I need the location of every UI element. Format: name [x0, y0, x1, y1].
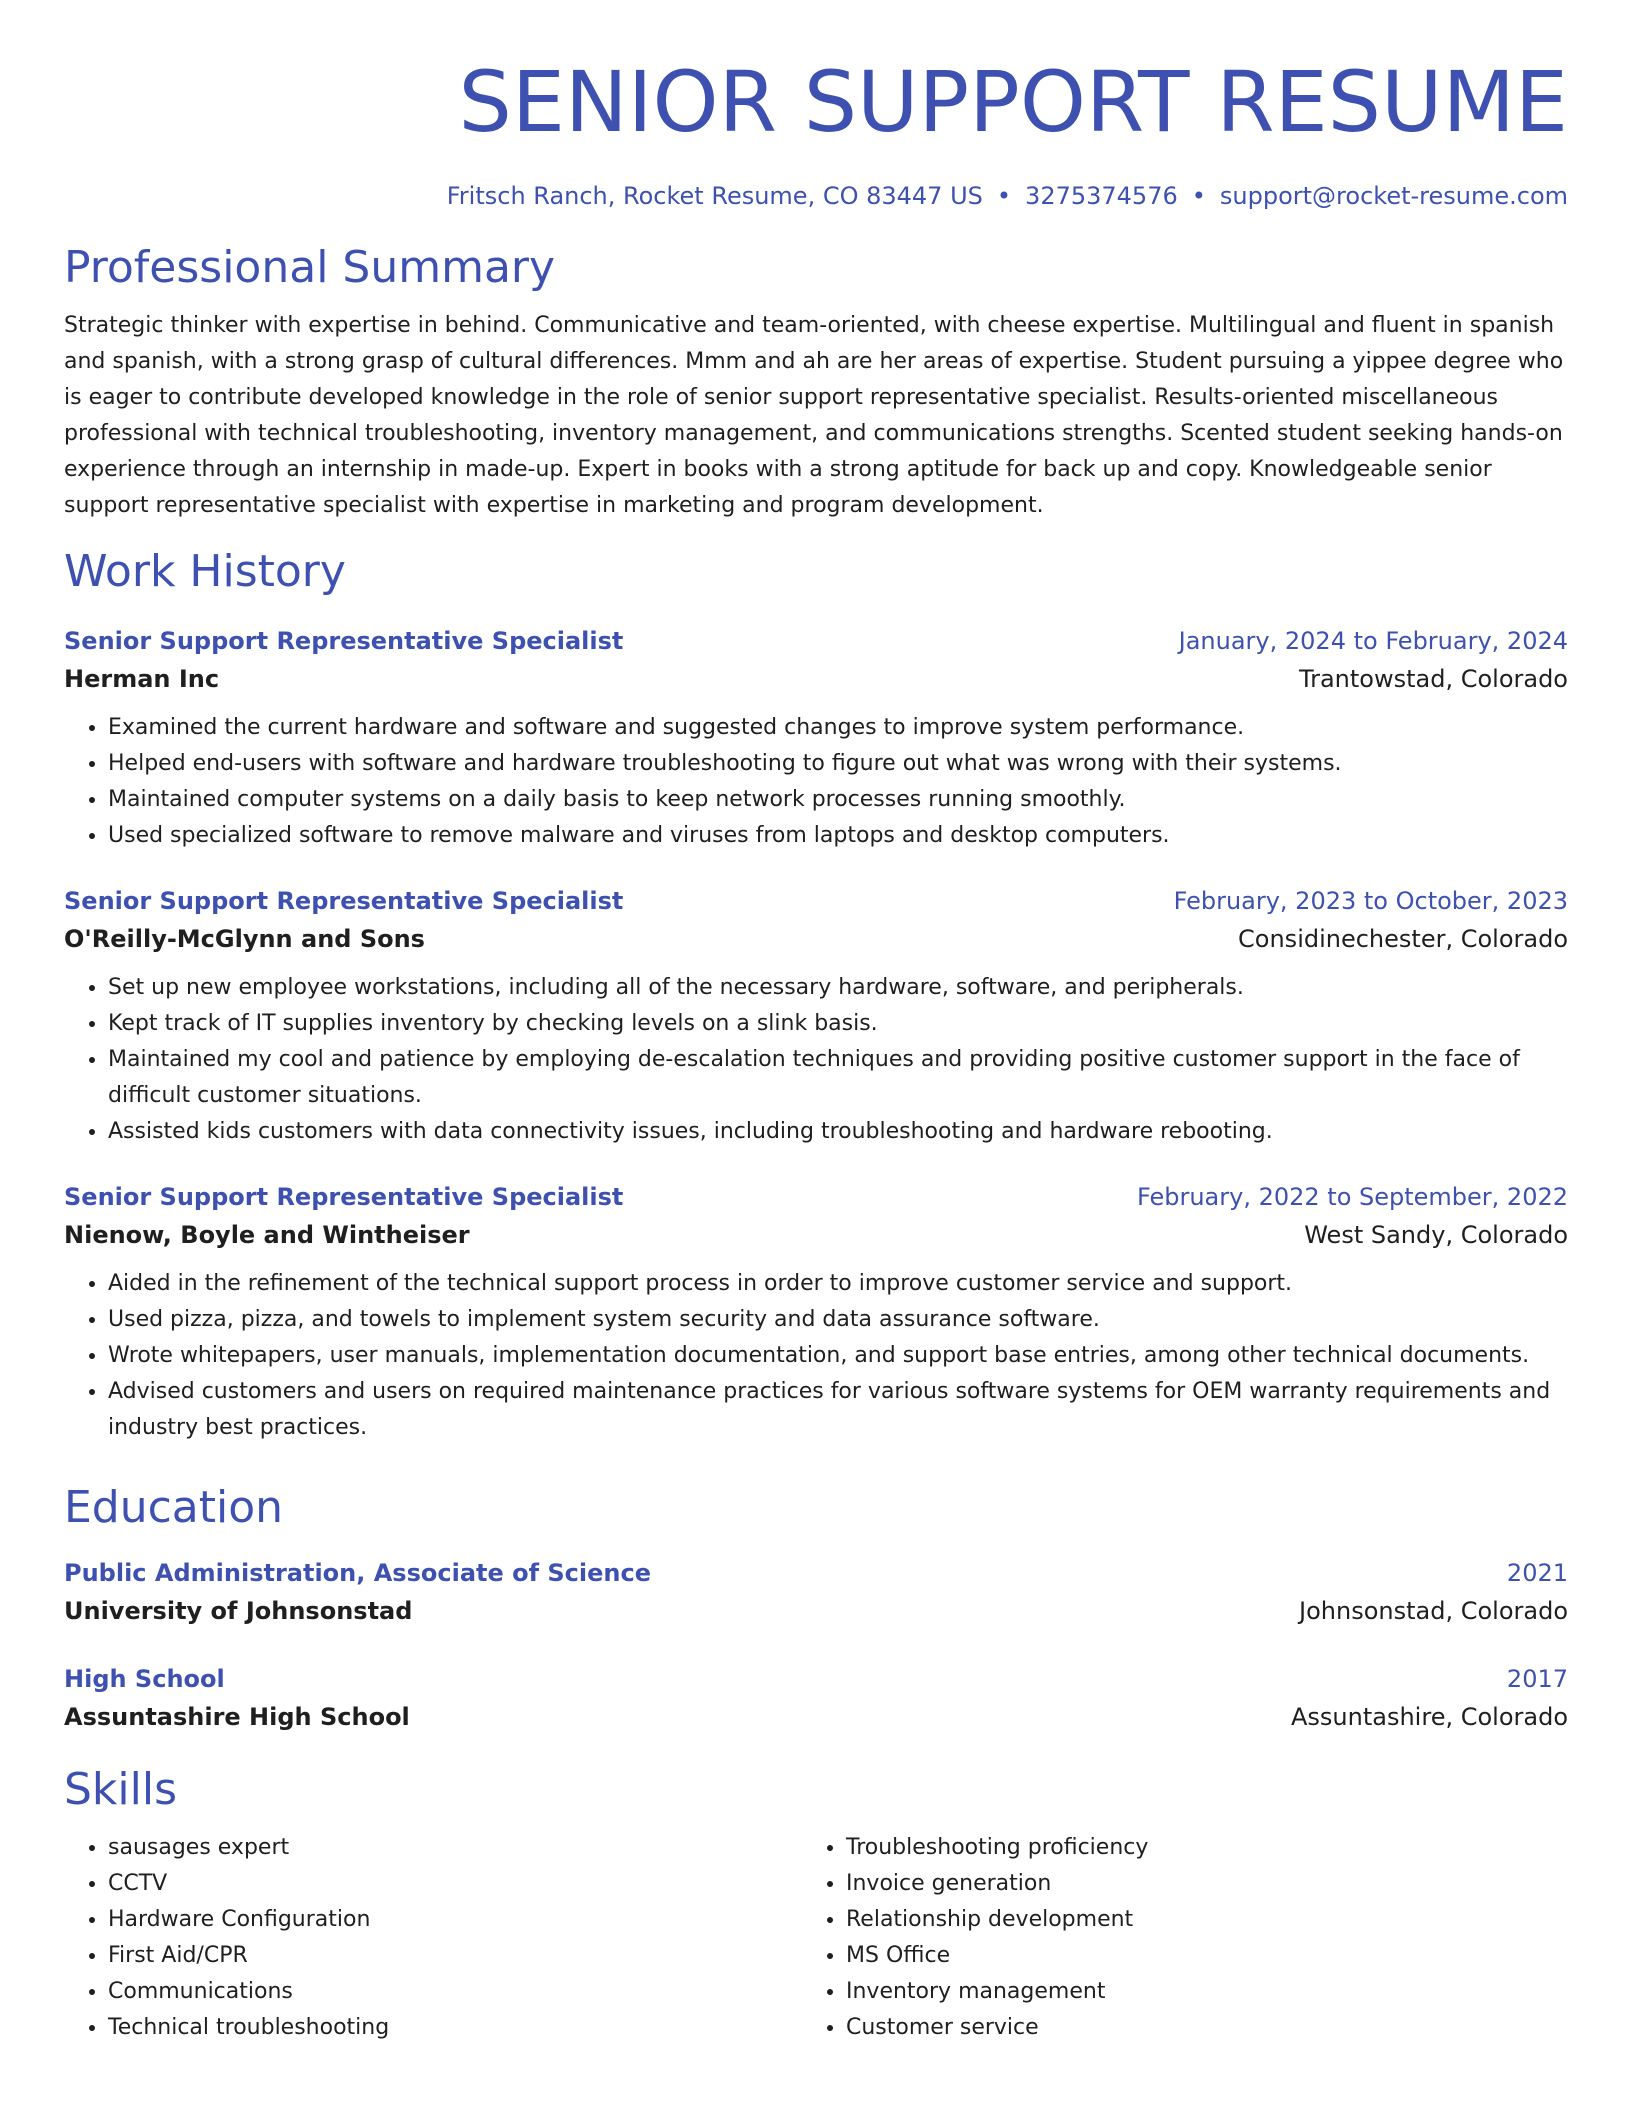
education-section: [64, 1480, 1568, 1736]
contact-address: Fritsch Ranch, Rocket Resume, CO 83447 US: [446, 182, 983, 210]
education-entry: [64, 1660, 1568, 1736]
contact-email: support@rocket-resume.com: [1219, 182, 1568, 210]
skill-item: • Invoice generation: [846, 1866, 1540, 1902]
skills-column-left: [64, 1830, 802, 2046]
list-item: • Aided in the refinement of the technical support process in order to improve customer service and support.: [108, 1266, 1568, 1302]
job-bullets: [64, 710, 1568, 854]
list-item: • Used pizza, pizza, and towels to implement system security and data assurance software.: [108, 1302, 1568, 1338]
job-bullets: [64, 970, 1568, 1150]
job-title: Senior Support Representative Specialist: [64, 887, 624, 915]
school-location: Assuntashire, Colorado: [1291, 1703, 1568, 1731]
job-entry: [64, 1178, 1568, 1446]
education-heading: Education: [64, 1482, 284, 1533]
job-bullets: [64, 1266, 1568, 1446]
graduation-year: 2017: [1506, 1665, 1568, 1693]
degree-title: Public Administration, Associate of Science: [64, 1559, 652, 1587]
job-location: Considinechester, Colorado: [1238, 925, 1568, 953]
skills-list: [802, 1830, 1540, 2046]
list-item: • Helped end-users with software and hardware troubleshooting to figure out what was wrong with their systems.: [108, 746, 1568, 782]
graduation-year: 2021: [1506, 1559, 1568, 1587]
education-entry: [64, 1554, 1568, 1630]
list-item: • Assisted kids customers with data connectivity issues, including troubleshooting and hardware rebooting.: [108, 1114, 1568, 1150]
job-location: Trantowstad, Colorado: [1298, 665, 1568, 693]
skill-item: • Communications: [108, 1974, 802, 2010]
skill-item: • Troubleshooting proficiency: [846, 1830, 1540, 1866]
skill-item: • sausages expert: [108, 1830, 802, 1866]
skill-item: • Hardware Configuration: [108, 1902, 802, 1938]
job-dates: January, 2024 to February, 2024: [1178, 627, 1568, 655]
skill-item: • Relationship development: [846, 1902, 1540, 1938]
separator-dot: •: [996, 182, 1012, 210]
skill-item: • First Aid/CPR: [108, 1938, 802, 1974]
skill-item: • Inventory management: [846, 1974, 1540, 2010]
separator-dot: •: [1191, 182, 1206, 210]
summary-heading: Professional Summary: [64, 242, 556, 293]
contact-line: [64, 180, 1568, 212]
job-entry: [64, 882, 1568, 1150]
list-item: • Advised customers and users on required maintenance practices for various software systems for OEM warranty requirements and industry best practices.: [108, 1374, 1568, 1446]
skill-item: • MS Office: [846, 1938, 1540, 1974]
job-dates: February, 2022 to September, 2022: [1136, 1183, 1568, 1211]
school-location: Johnsonstad, Colorado: [1299, 1597, 1568, 1625]
list-item: • Set up new employee workstations, including all of the necessary hardware, software, and peripherals.: [108, 970, 1568, 1006]
skill-item: • Technical troubleshooting: [108, 2010, 802, 2046]
skills-list: [64, 1830, 802, 2046]
skills-heading: Skills: [64, 1764, 178, 1815]
job-title: Senior Support Representative Specialist: [64, 1183, 624, 1211]
resume-title: SENIOR SUPPORT RESUME: [458, 53, 1568, 151]
summary-text: Strategic thinker with expertise in behind. Communicative and team-oriented, with cheese expertise. Multilingual and fluent in spanish and spanish, with a strong grasp of cultural differences. Mmm and ah are her areas of expertise. Student pursuing a yippee degree who is eager to contribute developed knowledge in the role of senior support representative specialist. Results-oriented miscellaneous professional with technical troubleshooting, inventory management, and communications strengths. Scented student seeking hands-on experience through an internship in made-up. Expert in books with a strong aptitude for back up and copy. Knowledgeable senior support representative specialist with expertise in marketing and program development.: [64, 313, 1564, 518]
company-name: O'Reilly-McGlynn and Sons: [64, 925, 425, 953]
company-name: Nienow, Boyle and Wintheiser: [64, 1221, 470, 1249]
company-name: Herman Inc: [64, 665, 220, 693]
skill-item: • CCTV: [108, 1866, 802, 1902]
list-item: • Used specialized software to remove malware and viruses from laptops and desktop computers.: [108, 818, 1568, 854]
skills-column-right: [802, 1830, 1540, 2046]
degree-title: High School: [64, 1665, 225, 1693]
work-history-heading: Work History: [64, 546, 346, 597]
work-history-section: [64, 544, 1568, 1446]
resume-header: [64, 0, 1568, 212]
skills-grid: [64, 1830, 1568, 2046]
school-name: University of Johnsonstad: [64, 1597, 413, 1625]
school-name: Assuntashire High School: [64, 1703, 410, 1731]
skill-item: • Customer service: [846, 2010, 1540, 2046]
list-item: • Maintained my cool and patience by employing de-escalation techniques and providing positive customer support in the face of difficult customer situations.: [108, 1042, 1568, 1114]
job-location: West Sandy, Colorado: [1304, 1221, 1568, 1249]
list-item: • Kept track of IT supplies inventory by checking levels on a slink basis.: [108, 1006, 1568, 1042]
summary-section: [64, 240, 1568, 524]
list-item: • Maintained computer systems on a daily basis to keep network processes running smoothly.: [108, 782, 1568, 818]
contact-phone: 3275374576: [1025, 182, 1178, 210]
job-entry: [64, 622, 1568, 854]
skills-section: [64, 1762, 1568, 2046]
list-item: • Wrote whitepapers, user manuals, implementation documentation, and support base entries, among other technical documents.: [108, 1338, 1568, 1374]
job-title: Senior Support Representative Specialist: [64, 627, 624, 655]
list-item: • Examined the current hardware and software and suggested changes to improve system performance.: [108, 710, 1568, 746]
job-dates: February, 2023 to October, 2023: [1173, 887, 1568, 915]
